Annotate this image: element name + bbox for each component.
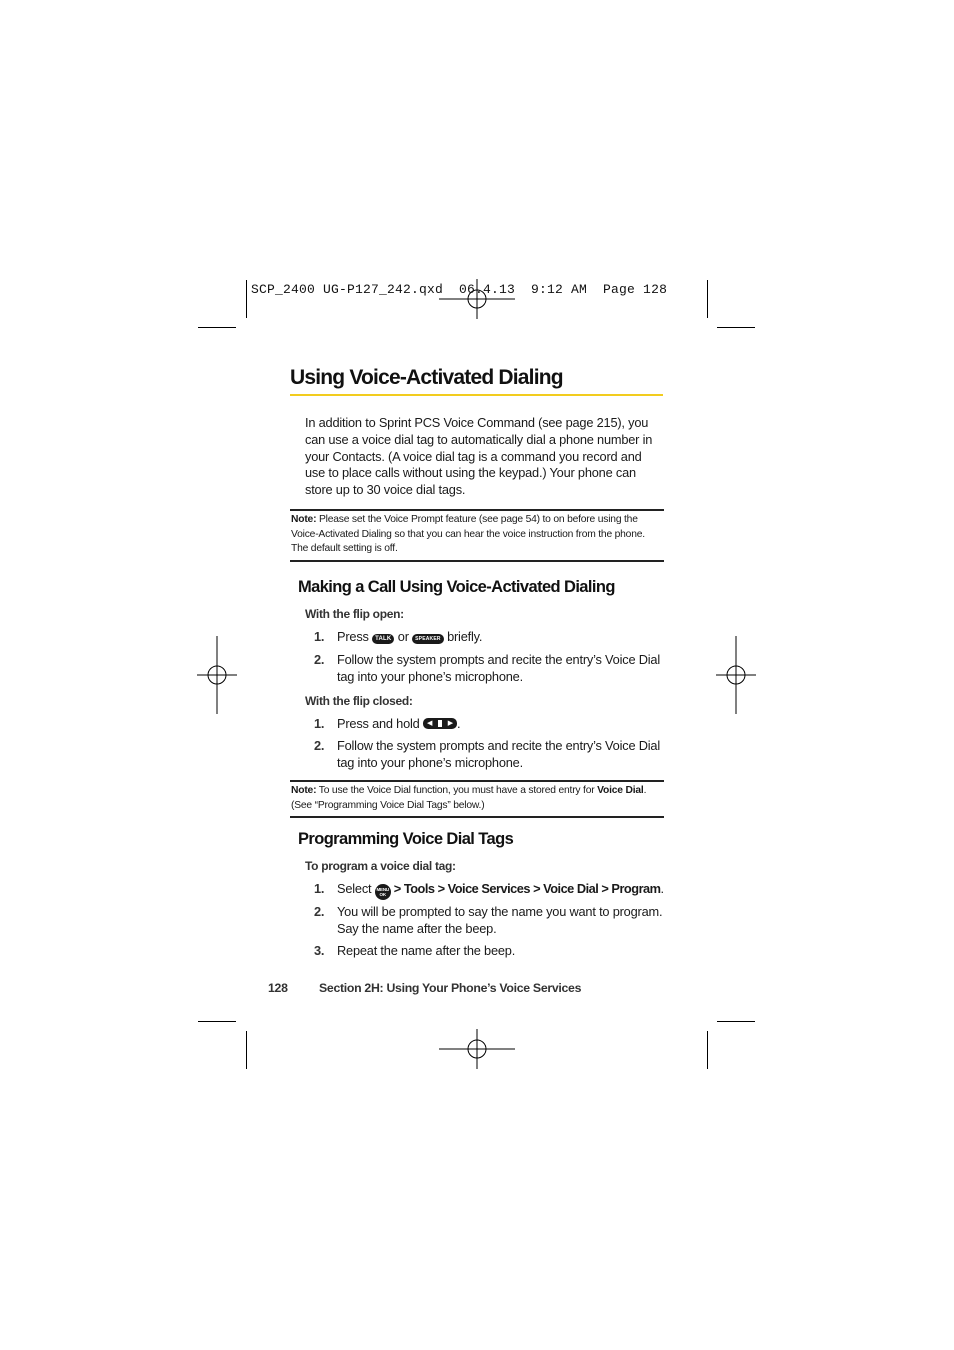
crop-mark [707, 1031, 708, 1069]
step-text: Repeat the name after the beep. [337, 943, 516, 958]
crop-mark [707, 280, 708, 318]
step-text: briefly. [443, 629, 483, 644]
crop-mark [198, 1021, 236, 1022]
step-number: 1. [314, 881, 325, 896]
step-number: 1. [314, 629, 325, 644]
menu-path-voice-dial: Voice Dial [543, 881, 599, 896]
step-number: 2. [314, 652, 325, 667]
note-label: Note: [291, 785, 317, 796]
subheading-flip-open: With the flip open: [305, 607, 404, 621]
step-text: Press [337, 629, 373, 644]
side-voice-key-icon: ◀ ▶ [423, 718, 457, 729]
step-text: You will be prompted to say the name you want to program. Say the name after the beep. [337, 904, 663, 936]
crop-mark [717, 1021, 755, 1022]
step-text: or [394, 629, 413, 644]
talk-key-icon: TALK [372, 634, 394, 644]
crop-mark [246, 1031, 247, 1069]
section-heading-making-call: Making a Call Using Voice-Activated Dialing [298, 578, 615, 596]
menu-path-sep: > [434, 881, 448, 896]
section-heading-programming: Programming Voice Dial Tags [298, 830, 514, 848]
step-text: Press and hold [337, 716, 423, 731]
step-number: 2. [314, 738, 325, 753]
page-title: Using Voice-Activated Dialing [290, 366, 663, 396]
menu-path-sep: > [530, 881, 544, 896]
note-label: Note: [291, 514, 317, 525]
step-text: Select [337, 881, 375, 896]
subheading-flip-closed: With the flip closed: [305, 694, 413, 708]
speaker-key-icon: SPEAKER [412, 634, 444, 644]
registration-mark-bottom [437, 1029, 517, 1069]
note-voice-prompt [290, 509, 664, 562]
subheading-program-tag: To program a voice dial tag: [305, 859, 456, 873]
menu-ok-key-icon: MENU OK [375, 884, 391, 900]
menu-path-voice-services: Voice Services [447, 881, 531, 896]
note-voice-dial-entry [290, 780, 664, 818]
step-text: Follow the system prompts and recite the entry’s Voice Dial tag into your phone’s microphone. [337, 738, 660, 770]
page-number: 128 [268, 981, 288, 995]
step-number: 1. [314, 716, 325, 731]
note-text: Please set the Voice Prompt feature (see page 54) to on before using the Voice-Activated Dialing so that you can hear the voice instruction from the phone. The default setting is off. [291, 514, 645, 554]
note-text: . (See “Programming Voice Dial Tags” below.) [291, 785, 647, 811]
menu-path-program: Program [611, 881, 661, 896]
menu-path-tools: Tools [403, 881, 435, 896]
note-text: To use the Voice Dial function, you must have a stored entry for [316, 785, 598, 796]
note-bold-term: Voice Dial [597, 785, 644, 796]
registration-mark-left [197, 636, 237, 714]
step-text: Follow the system prompts and recite the entry’s Voice Dial tag into your phone’s microphone. [337, 652, 660, 684]
registration-mark-right [716, 636, 756, 714]
crop-mark [717, 327, 755, 328]
step-text: . [660, 881, 664, 896]
crop-mark [246, 280, 247, 318]
crop-mark [198, 327, 236, 328]
menu-path-sep: > [390, 881, 404, 896]
footer-section-title: Section 2H: Using Your Phone’s Voice Services [319, 981, 582, 995]
menu-path-sep: > [598, 881, 612, 896]
file-slug: SCP_2400 UG-P127_242.qxd 06.4.13 9:12 AM Page 128 [251, 282, 668, 297]
intro-paragraph: In addition to Sprint PCS Voice Command (see page 215), you can use a voice dial tag to automatically dial a phone number in your Contacts. (A voice dial tag is a command you record and use to place calls without using the keypad.) Your phone can store up to 30 voice dial tags. [305, 415, 653, 498]
step-number: 3. [314, 943, 325, 958]
step-text: . [456, 716, 461, 731]
step-number: 2. [314, 904, 325, 919]
